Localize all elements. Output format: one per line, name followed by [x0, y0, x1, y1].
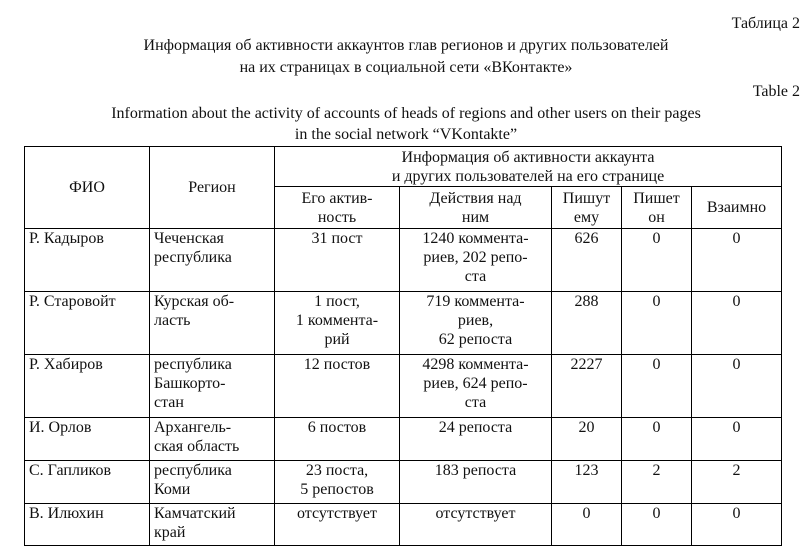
cell-write-to: 2227	[552, 355, 622, 418]
cell-writes: 0	[622, 355, 692, 418]
cell-write-to: 288	[552, 292, 622, 355]
cell-fio: И. Орлов	[25, 418, 150, 461]
cell-write-to: 20	[552, 418, 622, 461]
header-mutual: Взаимно	[692, 187, 782, 229]
cell-own-activity: 31 пост	[275, 229, 400, 292]
cell-own-activity: 12 постов	[275, 355, 400, 418]
cell-mutual: 2	[692, 461, 782, 504]
header-fio: ФИО	[25, 147, 150, 229]
cell-mutual: 0	[692, 229, 782, 292]
cell-actions: 4298 коммента- риев, 624 репо- ста	[400, 355, 552, 418]
cell-mutual: 0	[692, 355, 782, 418]
cell-fio: С. Гапликов	[25, 461, 150, 504]
cell-actions: 183 репоста	[400, 461, 552, 504]
en-title-line1: Information about the activity of accounts of heads of regions and other users on their pages	[111, 105, 701, 122]
ru-title-line2: на их страницах в социальной сети «ВКонтакте»	[239, 59, 573, 76]
cell-write-to: 0	[552, 504, 622, 546]
cell-mutual: 0	[692, 418, 782, 461]
cell-writes: 2	[622, 461, 692, 504]
header-own-activity: Его актив- ность	[275, 187, 400, 229]
cell-fio: Р. Старовойт	[25, 292, 150, 355]
header-region: Регион	[150, 147, 275, 229]
ru-table-label: Таблица 2	[731, 15, 800, 32]
cell-fio: В. Илюхин	[25, 504, 150, 546]
cell-actions: 24 репоста	[400, 418, 552, 461]
cell-own-activity: 1 пост, 1 коммента- рий	[275, 292, 400, 355]
table-row	[25, 229, 782, 292]
cell-actions: 1240 коммента- риев, 202 репо- ста	[400, 229, 552, 292]
cell-own-activity: отсутствует	[275, 504, 400, 546]
table-row	[25, 418, 782, 461]
cell-writes: 0	[622, 229, 692, 292]
en-title-line2: in the social network “VKontakte”	[294, 126, 518, 143]
cell-fio: Р. Кадыров	[25, 229, 150, 292]
header-write-to: Пишут ему	[552, 187, 622, 229]
cell-writes: 0	[622, 292, 692, 355]
cell-writes: 0	[622, 504, 692, 546]
cell-own-activity: 6 постов	[275, 418, 400, 461]
cell-region: Чеченская республика	[150, 229, 275, 292]
header-actions-over: Действия над ним	[400, 187, 552, 229]
cell-region: Архангель- ская область	[150, 418, 275, 461]
table-row	[25, 355, 782, 418]
cell-region: Камчатский край	[150, 504, 275, 546]
cell-region: Курская об- ласть	[150, 292, 275, 355]
table-row	[25, 504, 782, 546]
cell-mutual: 0	[692, 504, 782, 546]
cell-fio: Р. Хабиров	[25, 355, 150, 418]
cell-writes: 0	[622, 418, 692, 461]
en-table-label: Table 2	[752, 83, 800, 100]
cell-region: республика Коми	[150, 461, 275, 504]
cell-write-to: 123	[552, 461, 622, 504]
header-writes: Пишет он	[622, 187, 692, 229]
cell-mutual: 0	[692, 292, 782, 355]
table-row	[25, 461, 782, 504]
activity-table	[24, 146, 782, 546]
cell-own-activity: 23 поста, 5 репостов	[275, 461, 400, 504]
header-activity-group: Информация об активности аккаунта и других пользователей на его странице	[275, 147, 782, 187]
table-row	[25, 292, 782, 355]
cell-actions: отсутствует	[400, 504, 552, 546]
cell-write-to: 626	[552, 229, 622, 292]
ru-title-line1: Информация об активности аккаунтов глав регионов и других пользователей	[143, 37, 669, 54]
cell-region: республика Башкорто- стан	[150, 355, 275, 418]
cell-actions: 719 коммента- риев, 62 репоста	[400, 292, 552, 355]
